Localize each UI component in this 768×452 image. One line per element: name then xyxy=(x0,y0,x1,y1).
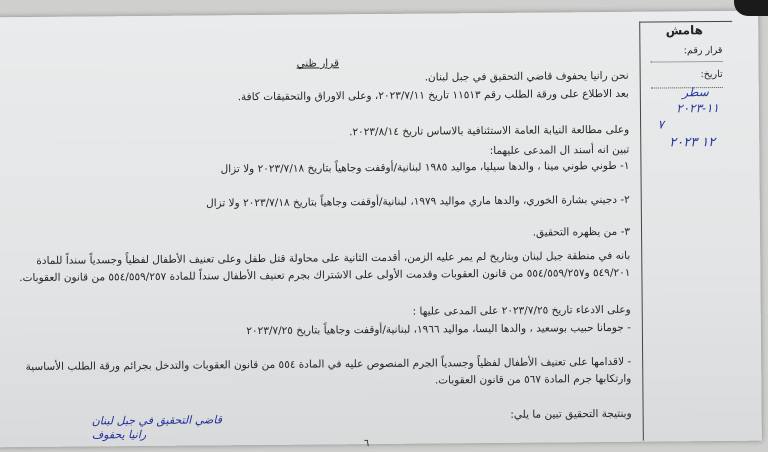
margin-column xyxy=(639,21,736,441)
paragraph-result: وبنتيجة التحقيق تبين ما يلي: xyxy=(510,407,632,421)
paragraph-accused-intro: تبين انه أسند ال المدعى عليهما: xyxy=(489,143,630,157)
accused-item-3: ٣- من يظهره التحقيق. xyxy=(532,225,631,239)
date-label: تاريخ: xyxy=(700,68,723,81)
paragraph-request: بعد الاطلاع على ورقة الطلب رقم ١١٥١٣ تاريخ ٢٠٢٣/٧/١١، وعلى الاوراق والتحقيقات كافة. xyxy=(237,87,629,104)
accused-item-jomana: - جومانا حبيب بوسعيد ، والدها اليسا، مواليد ١٩٦٦، لبنانية/أوقفت وجاهياً بتاريخ ٢٠٢٣/٧/٢٥ xyxy=(246,321,631,338)
decision-number-label: قرار رقم: xyxy=(683,44,723,57)
margin-handwriting-2: ١١-٢٠٢٣ xyxy=(676,100,720,116)
paragraph-crimes: - لاقدامها على تعنيف الأطفال لفظياً وجسدياً الجرم المنصوص عليه في المادة ٥٥٤ من قانون العقوبات والتدخل بجرائم ورقة الطلب الأساسية وارتكابها جرم المادة ٥٦٧ من قانون العقوبات. xyxy=(25,355,632,386)
margin-handwriting-3: ٧ xyxy=(657,117,665,132)
margin-handwriting-4: ١٢ ٢٠٢٣ xyxy=(669,135,716,151)
paragraph-judge: نحن رانيا يحفوف قاضي التحقيق في جبل لبنان. xyxy=(424,69,629,84)
document-sheet xyxy=(0,11,762,448)
paragraph-charges: بانه في منطقة جبل لبنان وبتاريخ لم يمر عليه الزمن، أقدمت الثانية على محاولة قتل طفل وعلى تعنيف الأطفال لفظياً وجسدياً سنداً للمادة ٥٤٩/٢٠١ و٥٥٤/٥٥٩/٢٥٧ من قانون العقوبات وقدمت الأولى على الاشتراك بجرم تعنيف الأطفال سنداً للمادة ٥٥٤/٥٥٩/٢٥٧ من قانون العقوبات. xyxy=(19,249,631,284)
margin-header: هامش xyxy=(665,23,703,38)
margin-handwriting-1: سطر xyxy=(682,85,709,100)
accused-item-2: ٢- دجيني بشارة الخوري، والدها ماري مواليد ١٩٧٩، لبنانية/أوقفت وجاهياً بتاريخ ٢٠٢٣/٧/١٨ ولا تزال xyxy=(205,193,630,210)
document-title: قرار ظني xyxy=(296,57,340,70)
page-number: ٦ xyxy=(363,438,370,450)
signature-name: رانيا يحفوف xyxy=(91,428,147,442)
paragraph-claim: وعلى الادعاء تاريخ ٢٠٢٣/٧/٢٥ على المدعى عليها : xyxy=(412,303,631,318)
paragraph-prosecution: وعلى مطالعة النيابة العامة الاستئنافية بالاساس تاريخ ٢٠٢٣/٨/١٤. xyxy=(349,123,630,139)
accused-item-1: ١- طوني طوني مينا ، والدها سيليا، مواليد ١٩٨٥ لبنانية/أوقفت وجاهياً بتاريخ ٢٠٢٣/٧/١٨ ولا تزال xyxy=(220,159,630,176)
signature-title: قاضي التحقيق في جبل لبنان xyxy=(91,413,223,428)
